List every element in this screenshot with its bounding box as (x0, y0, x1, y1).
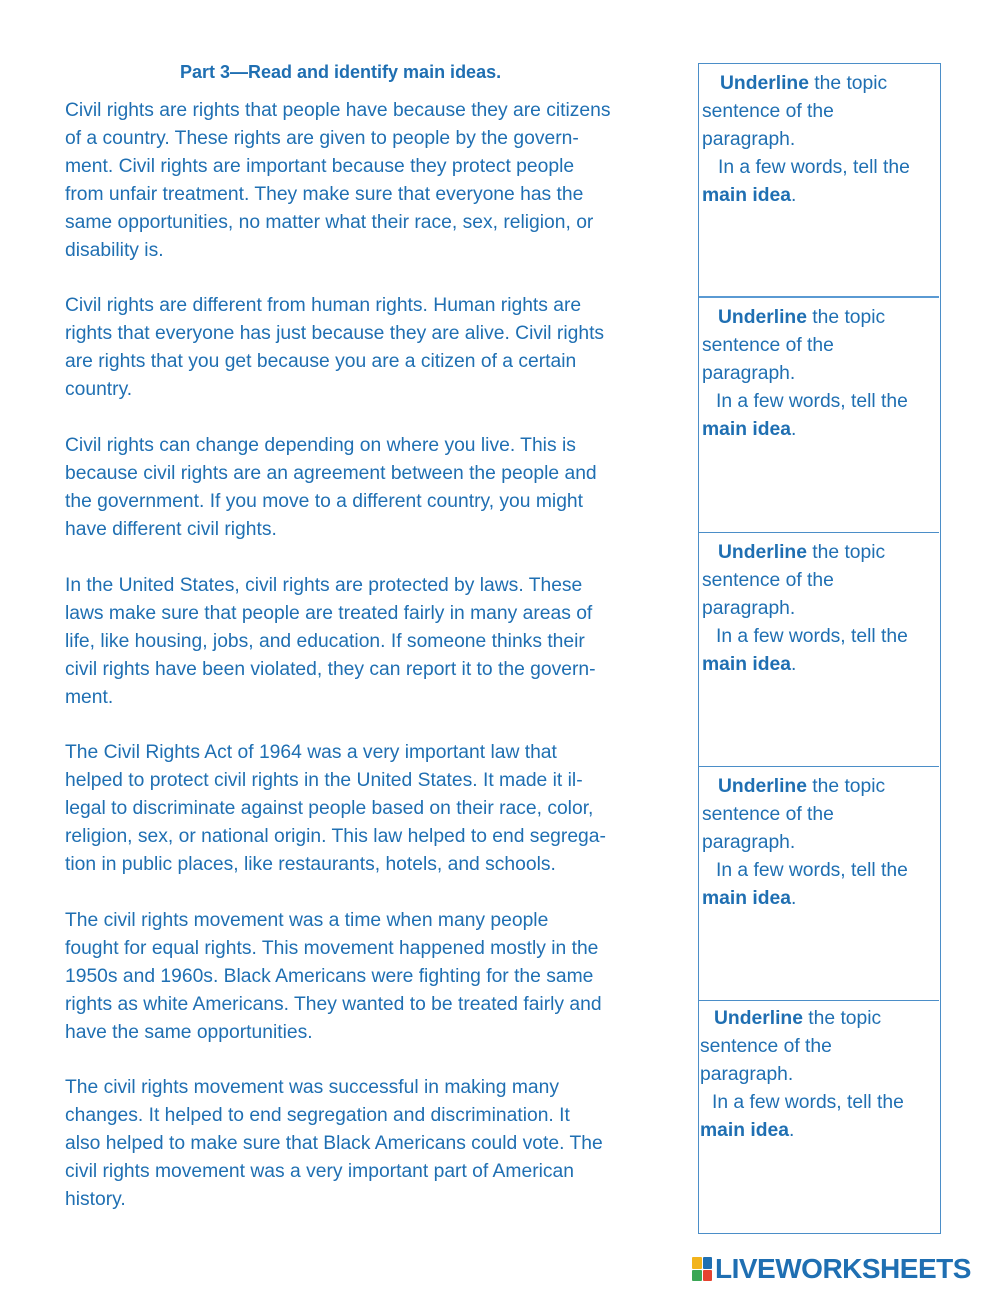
main-idea-keyword: main idea (702, 185, 791, 206)
instruction-line: paragraph. (702, 598, 796, 619)
paragraph-line: changes. It helped to end segregation and discrimination. It (65, 1105, 570, 1126)
instruction-line (702, 539, 939, 567)
paragraph-5 (65, 739, 665, 879)
paragraph-line: civil rights movement was a very important part of American (65, 1161, 574, 1182)
paragraph-line: from unfair treatment. They make sure that everyone has the (65, 184, 584, 205)
liveworksheets-logo-icon (692, 1257, 712, 1281)
underline-keyword: Underline (718, 307, 807, 328)
answer-box-1[interactable] (699, 64, 939, 296)
paragraph-line: civil rights have been violated, they can report it to the govern- (65, 659, 596, 680)
instruction-text: the topic (802, 1008, 882, 1029)
instruction-line (700, 1005, 939, 1033)
paragraph-line: Civil rights can change depending on where you live. This is (65, 435, 576, 456)
instruction-line (702, 773, 939, 801)
paragraph-line: also helped to make sure that Black Americans could vote. The (65, 1133, 603, 1154)
instruction-period: . (790, 185, 797, 206)
instruction-line: In a few words, tell the (716, 626, 908, 647)
liveworksheets-logo[interactable] (692, 1254, 971, 1284)
instruction-period: . (790, 888, 797, 909)
paragraph-line: In the United States, civil rights are protected by laws. These (65, 575, 583, 596)
paragraph-line: legal to discriminate against people based on their race, color, (65, 798, 594, 819)
instruction-line: In a few words, tell the (712, 1092, 904, 1113)
paragraph-line: tion in public places, like restaurants, hotels, and schools. (65, 854, 556, 875)
instruction-line: sentence of the (702, 570, 834, 591)
instruction-text: the topic (806, 307, 886, 328)
paragraph-line: fought for equal rights. This movement happened mostly in the (65, 938, 599, 959)
main-idea-keyword: main idea (702, 654, 791, 675)
instruction-line: In a few words, tell the (718, 157, 910, 178)
paragraph-line: 1950s and 1960s. Black Americans were fighting for the same (65, 966, 594, 987)
paragraph-line: helped to protect civil rights in the United States. It made it il- (65, 770, 583, 791)
instruction-period: . (790, 419, 797, 440)
paragraph-line: have the same opportunities. (65, 1022, 313, 1043)
instruction-line (702, 304, 939, 332)
underline-keyword: Underline (718, 542, 807, 563)
paragraph-line: of a country. These rights are given to people by the govern- (65, 128, 579, 149)
paragraph-1 (65, 97, 665, 265)
paragraph-line: ment. Civil rights are important because they protect people (65, 156, 575, 177)
instruction-line: In a few words, tell the (716, 391, 908, 412)
instruction-line: sentence of the (700, 1036, 832, 1057)
paragraph-line: laws make sure that people are treated fairly in many areas of (65, 603, 593, 624)
answer-box-5[interactable] (699, 1000, 939, 1233)
answer-box-4[interactable] (699, 766, 939, 1000)
paragraph-line: The civil rights movement was successful in making many (65, 1077, 559, 1098)
paragraph-line: same opportunities, no matter what their race, sex, religion, or (65, 212, 594, 233)
instruction-text: the topic (808, 73, 888, 94)
paragraph-4 (65, 572, 665, 712)
underline-keyword: Underline (718, 776, 807, 797)
instruction-line (702, 70, 939, 98)
paragraph-line: religion, sex, or national origin. This law helped to end segrega- (65, 826, 606, 847)
instruction-line: paragraph. (700, 1064, 794, 1085)
paragraph-line: have different civil rights. (65, 519, 277, 540)
instruction-line: paragraph. (702, 363, 796, 384)
paragraph-line: history. (65, 1189, 126, 1210)
paragraph-7 (65, 1074, 665, 1214)
instruction-line (702, 651, 939, 679)
instruction-line: paragraph. (702, 129, 796, 150)
instruction-period: . (788, 1120, 795, 1141)
paragraph-line: life, like housing, jobs, and education. If someone thinks their (65, 631, 585, 652)
main-idea-keyword: main idea (702, 888, 791, 909)
paragraph-line: country. (65, 379, 133, 400)
paragraph-line: rights as white Americans. They wanted to be treated fairly and (65, 994, 602, 1015)
paragraph-line: because civil rights are an agreement between the people and (65, 463, 597, 484)
instruction-line (700, 1117, 939, 1145)
paragraph-line: The Civil Rights Act of 1964 was a very important law that (65, 742, 557, 763)
answer-column (698, 63, 941, 1234)
instruction-line: In a few words, tell the (716, 860, 908, 881)
instruction-line (702, 182, 939, 210)
main-idea-keyword: main idea (700, 1120, 789, 1141)
instruction-line: sentence of the (702, 804, 834, 825)
paragraph-2 (65, 292, 665, 404)
instruction-line (702, 885, 939, 913)
underline-keyword: Underline (720, 73, 809, 94)
paragraph-line: disability is. (65, 240, 164, 261)
instruction-period: . (790, 654, 797, 675)
paragraph-line: Civil rights are different from human rights. Human rights are (65, 295, 582, 316)
answer-box-3[interactable] (699, 532, 939, 766)
page-title: Part 3—Read and identify main ideas. (180, 62, 502, 82)
instruction-line (702, 416, 939, 444)
paragraph-line: rights that everyone has just because they are alive. Civil rights (65, 323, 605, 344)
paragraph-6 (65, 907, 665, 1047)
paragraph-line: the government. If you move to a different country, you might (65, 491, 584, 512)
paragraph-line: Civil rights are rights that people have because they are citizens (65, 100, 611, 121)
logo-text: LIVEWORKSHEETS (715, 1253, 971, 1284)
instruction-line: sentence of the (702, 101, 834, 122)
instruction-text: the topic (806, 542, 886, 563)
underline-keyword: Underline (714, 1008, 803, 1029)
paragraph-line: ment. (65, 687, 114, 708)
main-idea-keyword: main idea (702, 419, 791, 440)
instruction-line: sentence of the (702, 335, 834, 356)
answer-box-2[interactable] (699, 296, 939, 532)
instruction-text: the topic (806, 776, 886, 797)
paragraph-line: The civil rights movement was a time when many people (65, 910, 549, 931)
paragraph-3 (65, 432, 665, 544)
paragraph-line: are rights that you get because you are a citizen of a certain (65, 351, 577, 372)
instruction-line: paragraph. (702, 832, 796, 853)
